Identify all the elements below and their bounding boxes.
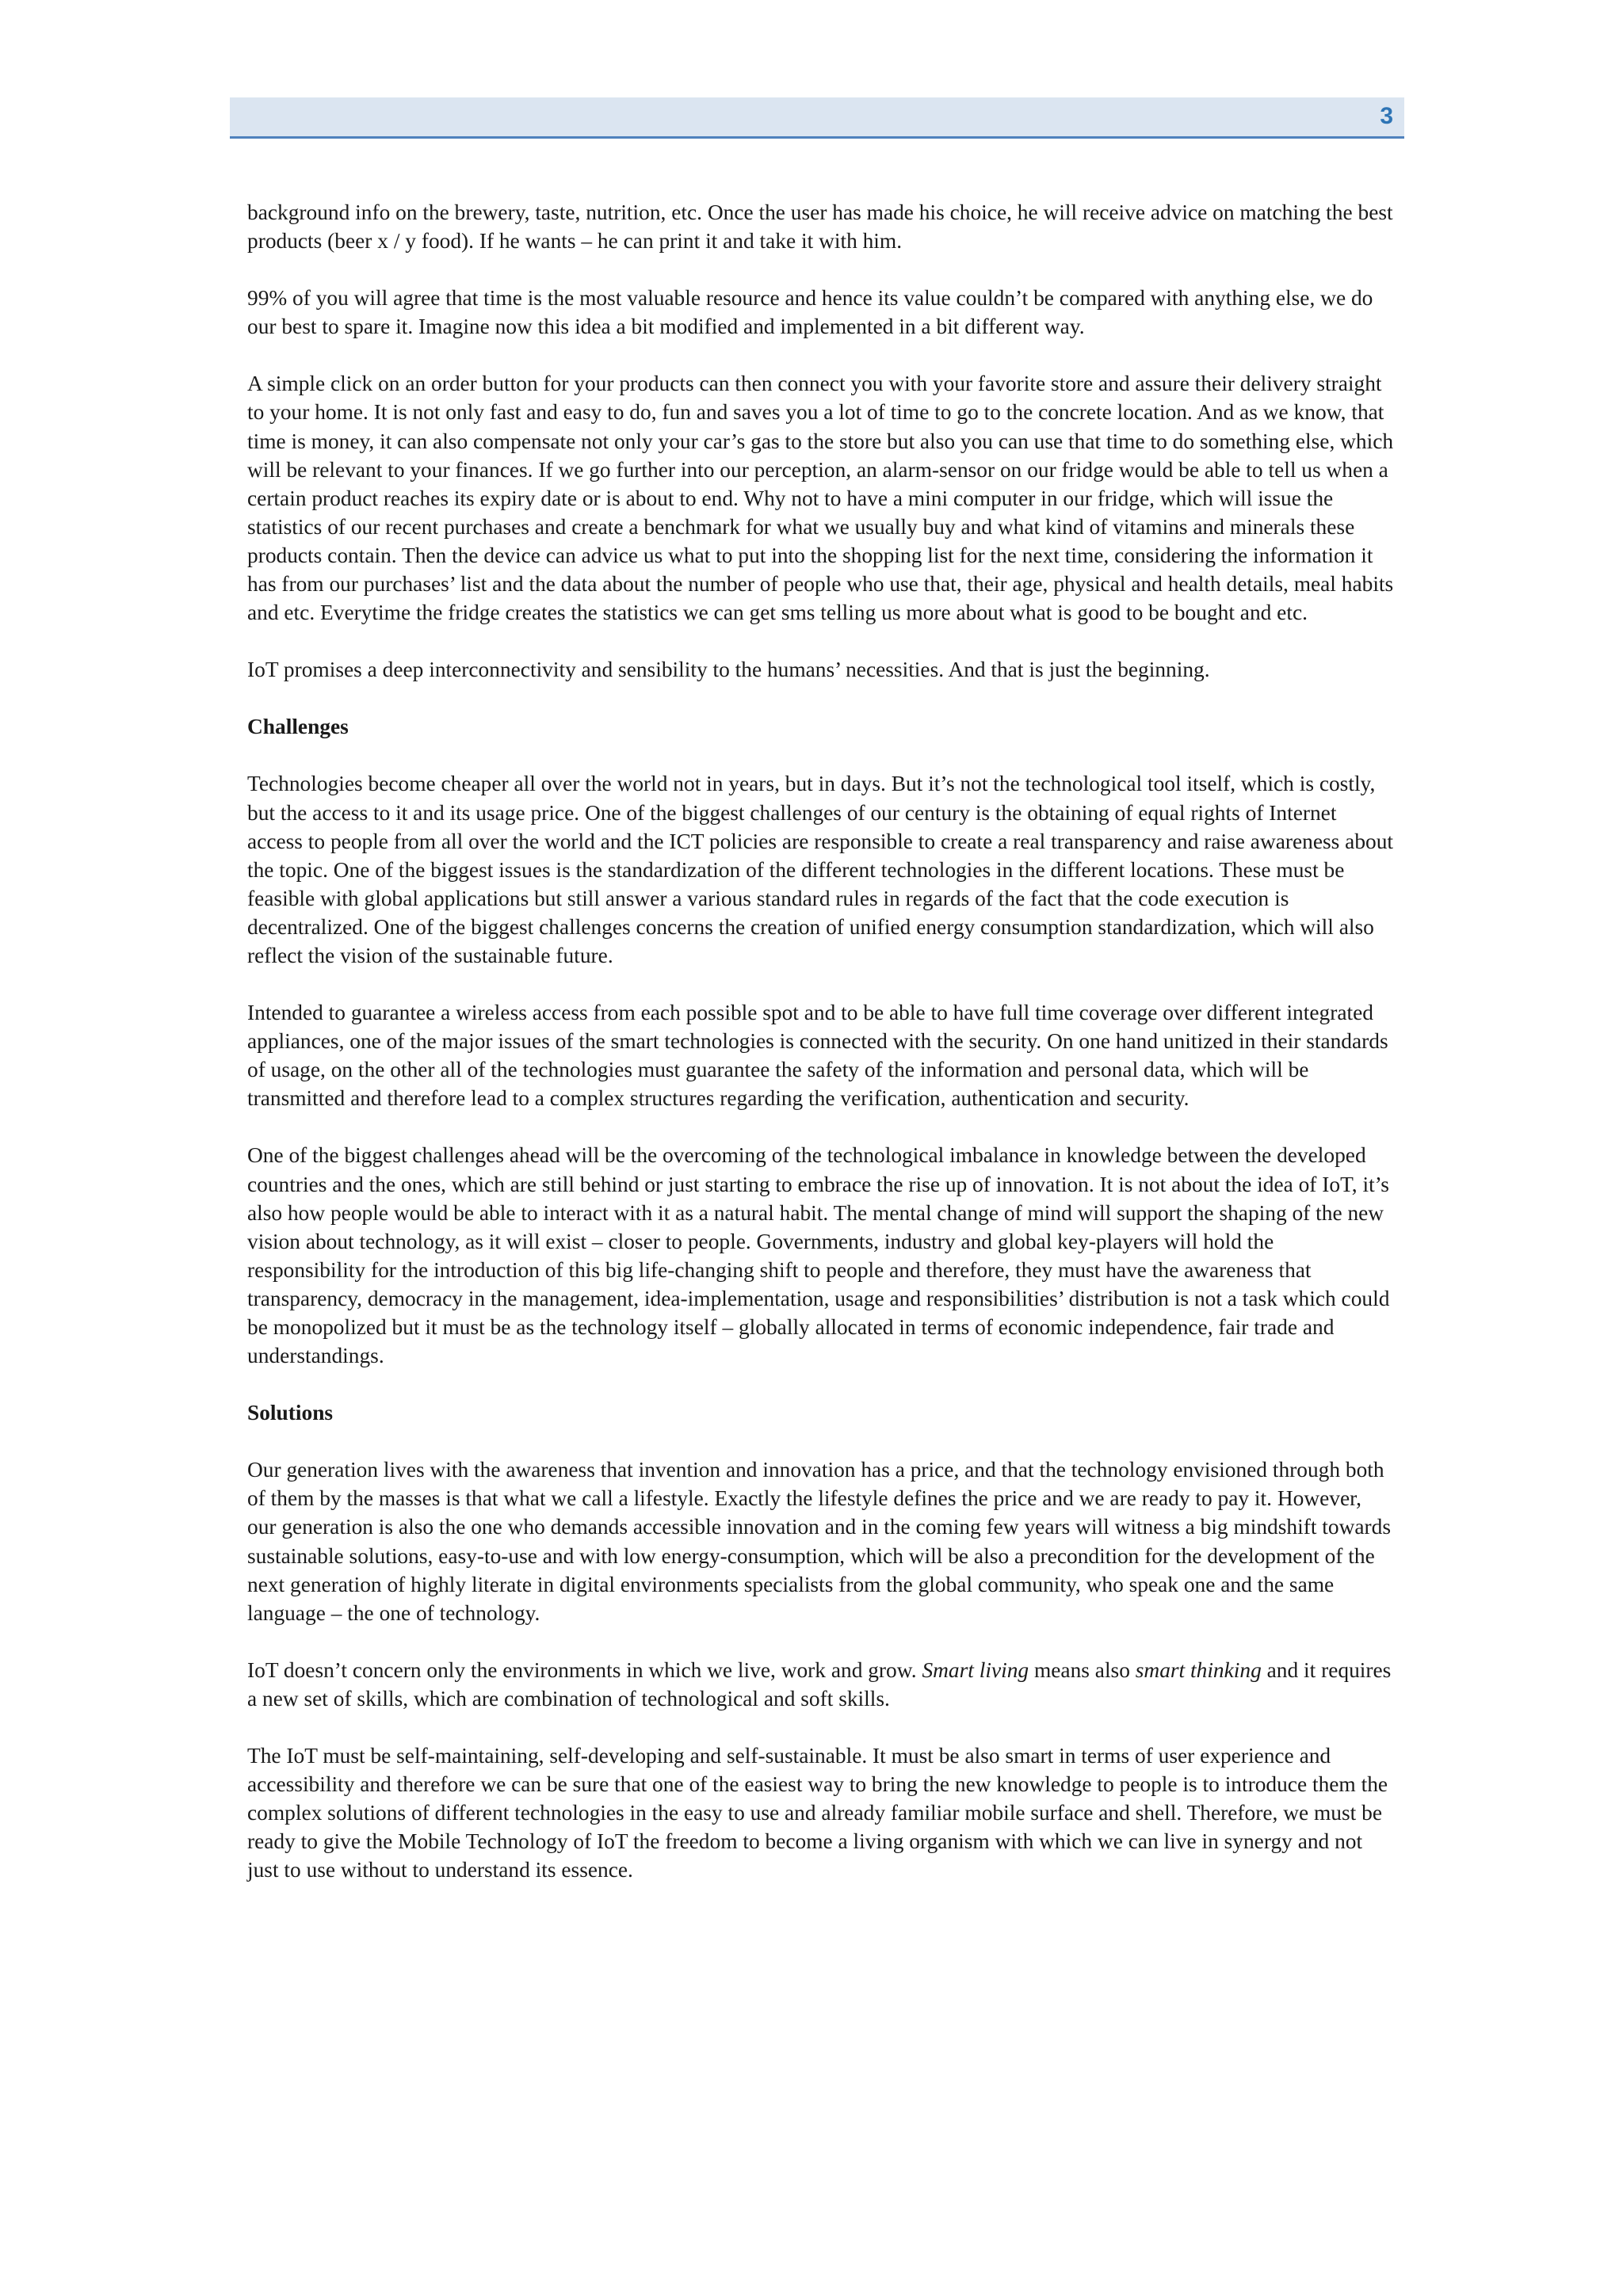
paragraph-3: A simple click on an order button for your products can then connect you with your favorite store and assure their delivery straight to your home. It is not only fast and easy to do, fun and saves you a lot of time to go to the concrete location. And as we know, that time is money, it can also compensate not only your car’s gas to the store but also you can use that time to do something else, which will be relevant to your finances. If we go further into our perception, an alarm-sensor on our fridge would be able to tell us when a certain product reaches its expiry date or is about to end. Why not to have a mini computer in our fridge, which will issue the statistics of our recent purchases and create a benchmark for what we usually buy and what kind of vitamins and minerals these products contain. Then the device can advice us what to put into the shopping list for the next time, considering the information it has from our purchases’ list and the data about the number of people who use that, their age, physical and health details, meal habits and etc. Everytime the fridge creates the statistics we can get sms telling us more about what is good to be bought and etc. [247,372,1394,625]
heading-solutions: Solutions [247,1401,334,1425]
paragraph-9 [247,1656,1395,1713]
page-number: 3 [1380,103,1393,129]
paragraph-8: Our generation lives with the awareness that invention and innovation has a price, and that the technology envisioned through both of them by the masses is that what we call a lifestyle. Exactly the lifestyle defines the price and we are ready to pay it. However, our generation is also the one who demands accessible innovation and in the coming few years will witness a big mindshift towards sustainable solutions, easy-to-use and with low energy-consumption, which will be also a precondition for the development of the next generation of highly literate in digital environments specialists from the global community, who speak one and the same language – the one of technology. [247,1458,1392,1625]
paragraph-9-text-c: and it requires a new set of skills, which are combination of technological and soft skills. [247,1657,1392,1711]
paragraph-4: IoT promises a deep interconnectivity and sensibility to the humans’ necessities. And that is just the beginning. [247,658,1210,682]
paragraph-2: 99% of you will agree that time is the most valuable resource and hence its value couldn’t be compared with anything else, we do our best to spare it. Imagine now this idea a bit modified and implemented in a bit different way. [247,286,1373,339]
page-header-band [230,97,1404,139]
paragraph-6: Intended to guarantee a wireless access from each possible spot and to be able to have full time coverage over different integrated appliances, one of the major issues of the smart technologies is connected with the security. On one hand unitized in their standards of usage, on the other all of the technologies must guarantee the safety of the information and personal data, which will be transmitted and therefore lead to a complex structures regarding the verification, authentication and security. [247,1001,1388,1111]
paragraph-1: background info on the brewery, taste, nutrition, etc. Once the user has made his choice, he will receive advice on matching the best products (beer x / y food). If he wants – he can print it and take it with him. [247,200,1393,254]
paragraph-10: The IoT must be self-maintaining, self-developing and self-sustainable. It must be also smart in terms of user experience and accessibility and therefore we can be sure that one of the easiest way to bring the new knowledge to people is to introduce them the complex solutions of different technologies in the easy to use and already familiar mobile surface and shell. Therefore, we must be ready to give the Mobile Technology of IoT the freedom to become a living organism with which we can live in synergy and not just to use without to understand its essence. [247,1744,1388,1882]
smart-thinking-emphasis: smart thinking [1135,1657,1262,1682]
document-body [247,198,1395,1913]
smart-living-emphasis: Smart living [922,1657,1029,1682]
heading-challenges: Challenges [247,715,349,739]
paragraph-5: Technologies become cheaper all over the world not in years, but in days. But it’s not the technological tool itself, which is costly, but the access to it and its usage price. One of the biggest challenges of our century is the obtaining of equal rights of Internet access to people from all over the world and the ICT policies are responsible to create a real transparency and raise awareness about the topic. One of the biggest issues is the standardization of the different technologies in the different locations. These must be feasible with global applications but still answer a various standard rules in regards of the fact that the code execution is decentralized. One of the biggest challenges concerns the creation of unified energy consumption standardization, which will also reflect the vision of the sustainable future. [247,772,1394,967]
paragraph-9-text-a: IoT doesn’t concern only the environments in which we live, work and grow. [247,1657,922,1682]
paragraph-7: One of the biggest challenges ahead will be the overcoming of the technological imbalance in knowledge between the developed countries and the ones, which are still behind or just starting to embrace the rise up of innovation. It is not about the idea of IoT, it’s also how people would be able to interact with it as a natural habit. The mental change of mind will support the shaping of the new vision about technology, as it will exist – closer to people. Governments, industry and global key-players will hold the responsibility for the introduction of this big life-changing shift to people and therefore, they must have the awareness that transparency, democracy in the management, idea-implementation, usage and responsibilities’ distribution is not a task which could be monopolized but it must be as the technology itself – globally allocated in terms of economic independence, fair trade and understandings. [247,1143,1390,1368]
paragraph-9-text-b: means also [1029,1657,1136,1682]
